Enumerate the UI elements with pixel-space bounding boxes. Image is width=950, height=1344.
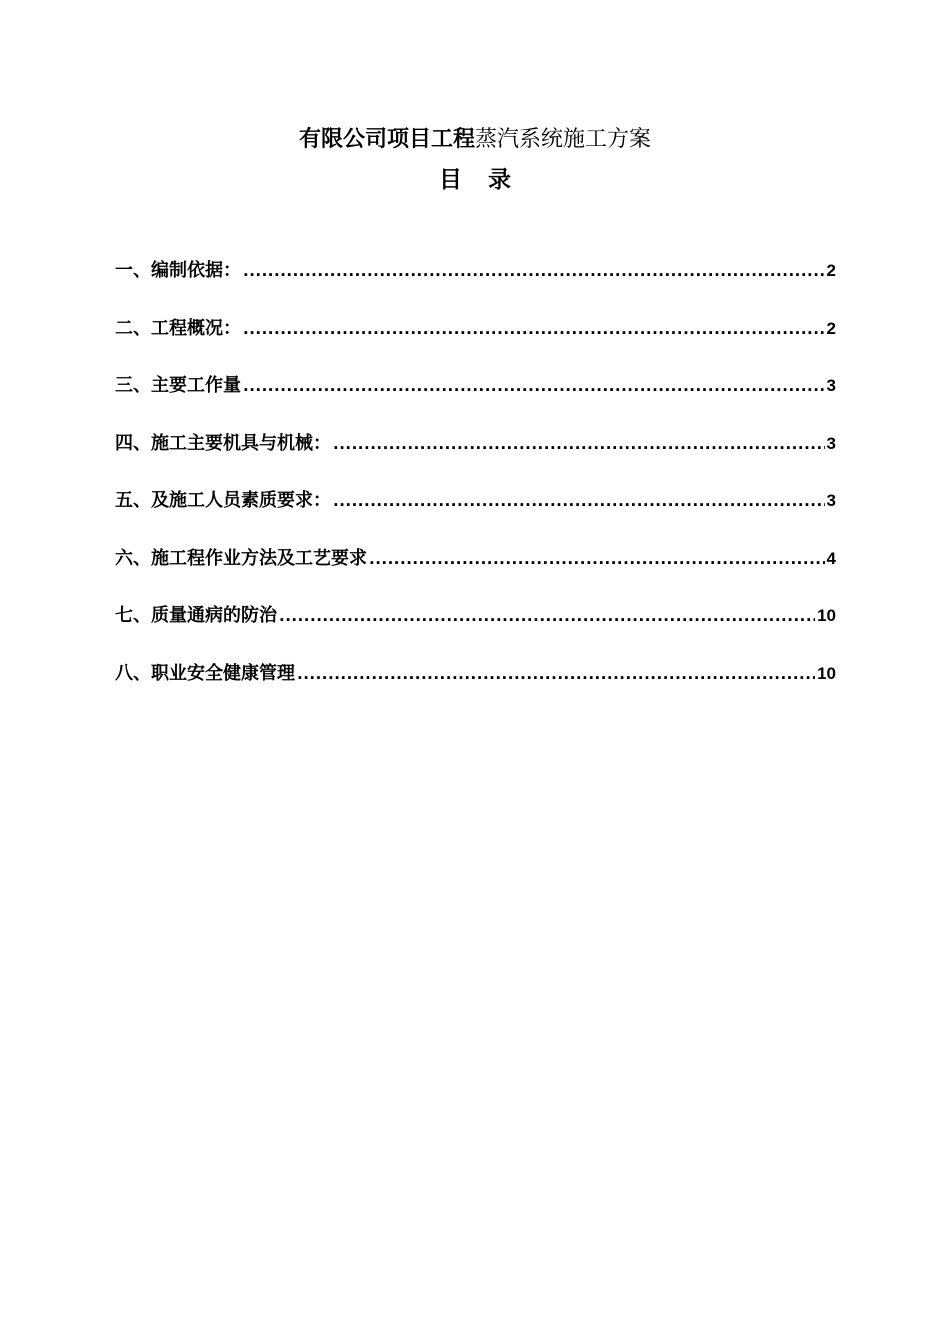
toc-entry-page-number: 10	[817, 606, 836, 625]
toc-entry-page-number: 2	[826, 318, 836, 338]
toc-entry[interactable]	[115, 601, 836, 659]
toc-entry-label: 八、职业安全健康管理	[115, 662, 295, 684]
toc-dot-leader	[243, 377, 825, 395]
toc-entry-label: 一、编制依据：	[115, 260, 241, 281]
toc-entry-page-number: 3	[826, 433, 836, 453]
toc-entry-label: 六、施工程作业方法及工艺要求	[115, 547, 367, 569]
toc-dot-leader	[279, 607, 815, 625]
toc-dot-leader	[369, 550, 825, 568]
toc-entry[interactable]	[115, 544, 836, 602]
toc-entry-page-number: 4	[826, 548, 836, 568]
toc-entry-label: 七、质量通病的防治	[115, 605, 277, 626]
document-title-bold-part: 有限公司项目工程	[298, 127, 475, 152]
toc-entry-label: 四、施工主要机具与机械：	[115, 432, 331, 454]
toc-entry[interactable]	[115, 256, 836, 314]
table-of-contents	[115, 256, 836, 716]
toc-heading: 目录	[439, 167, 537, 193]
toc-entry[interactable]	[115, 314, 836, 372]
toc-entry-page-number: 3	[826, 491, 836, 510]
toc-dot-leader	[243, 262, 825, 280]
document-title	[0, 122, 950, 158]
toc-entry[interactable]	[115, 486, 836, 544]
toc-dot-leader	[297, 665, 815, 683]
toc-dot-leader	[333, 435, 825, 453]
toc-entry-page-number: 2	[826, 261, 836, 280]
toc-dot-leader	[243, 320, 825, 338]
toc-entry[interactable]	[115, 429, 836, 487]
toc-entry[interactable]	[115, 659, 836, 717]
toc-entry-page-number: 3	[826, 376, 836, 395]
toc-entry[interactable]	[115, 371, 836, 429]
toc-entry-page-number: 10	[817, 663, 836, 683]
toc-entry-label: 五、及施工人员素质要求：	[115, 490, 331, 511]
toc-entry-label: 三、主要工作量	[115, 375, 241, 396]
document-title-regular-part: 蒸汽系统施工方案	[475, 127, 652, 152]
toc-dot-leader	[333, 492, 825, 510]
toc-entry-label: 二、工程概况：	[115, 317, 241, 339]
